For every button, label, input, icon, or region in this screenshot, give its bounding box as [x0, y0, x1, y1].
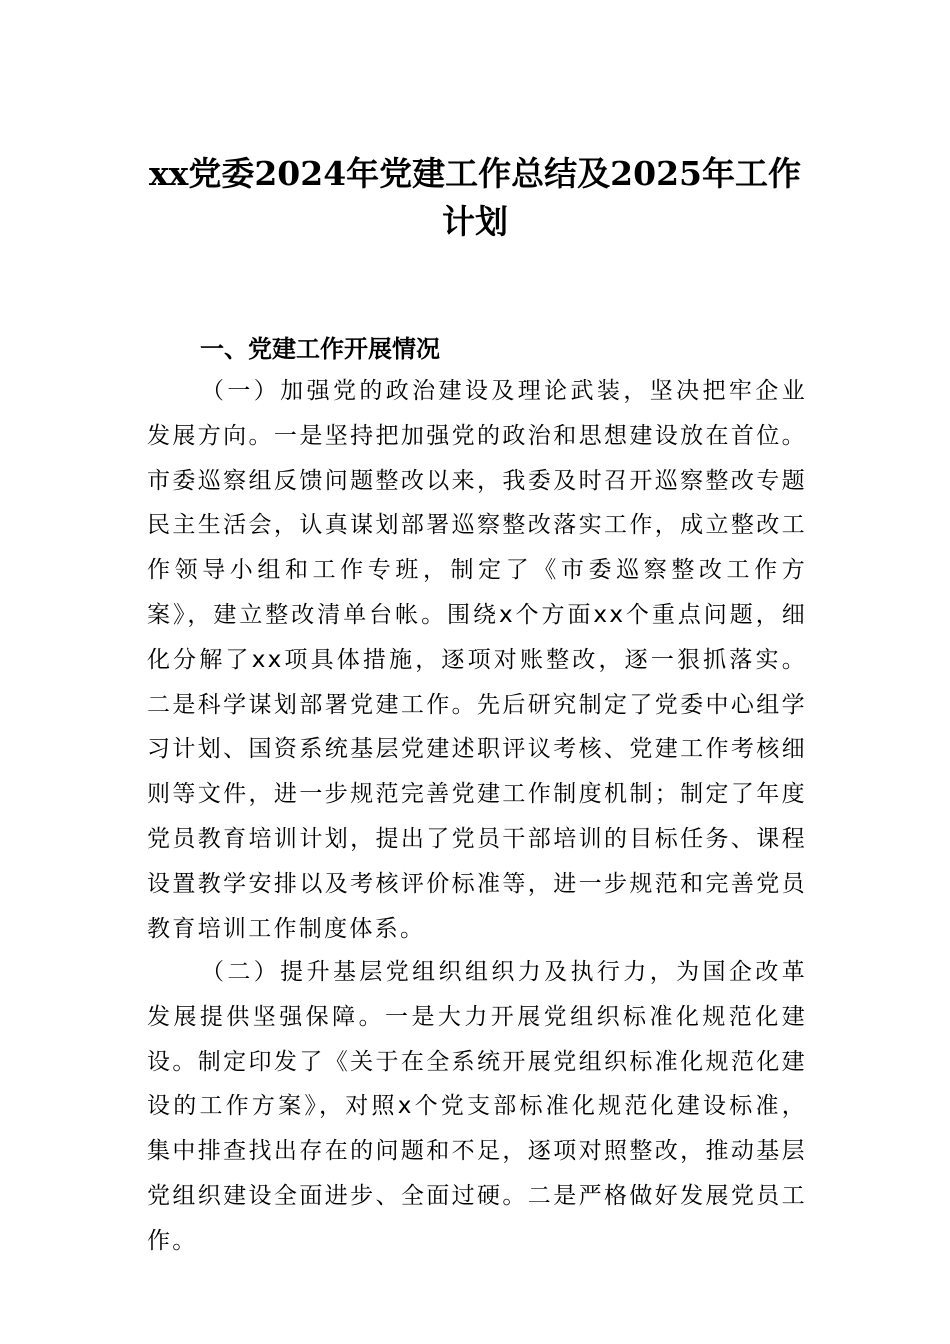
section-heading: 一、党建工作开展情况: [200, 335, 440, 363]
body-paragraph: （一）加强党的政治建设及理论武装，坚决把牢企业发展方向。一是坚持把加强党的政治和思想建设放在首位。市委巡察组反馈问题整改以来，我委及时召开巡察整改专题民主生活会，认真谋划部署巡察整改落实工作，成立整改工作领导小组和工作专班，制定了《市委巡察整改工作方案》，建立整改清单台帐。围绕x个方面xx个重点问题，细化分解了xx项具体措施，逐项对账整改，逐一狠抓落实。二是科学谋划部署党建工作。先后研究制定了党委中心组学习计划、国资系统基层党建述职评议考核、党建工作考核细则等文件，进一步规范完善党建工作制度机制；制定了年度党员教育培训计划，提出了党员干部培训的目标任务、课程设置教学安排以及考核评价标准等，进一步规范和完善党员教育培训工作制度体系。: [147, 378, 807, 942]
body-paragraph: （二）提升基层党组织组织力及执行力，为国企改革发展提供坚强保障。一是大力开展党组织标准化规范化建设。制定印发了《关于在全系统开展党组织标准化规范化建设的工作方案》，对照x个党支部标准化规范化建设标准，集中排查找出存在的问题和不足，逐项对照整改，推动基层党组织建设全面进步、全面过硬。二是严格做好发展党员工作。: [147, 959, 807, 1254]
document-title: xx党委2024年党建工作总结及2025年工作计划: [148, 154, 802, 241]
